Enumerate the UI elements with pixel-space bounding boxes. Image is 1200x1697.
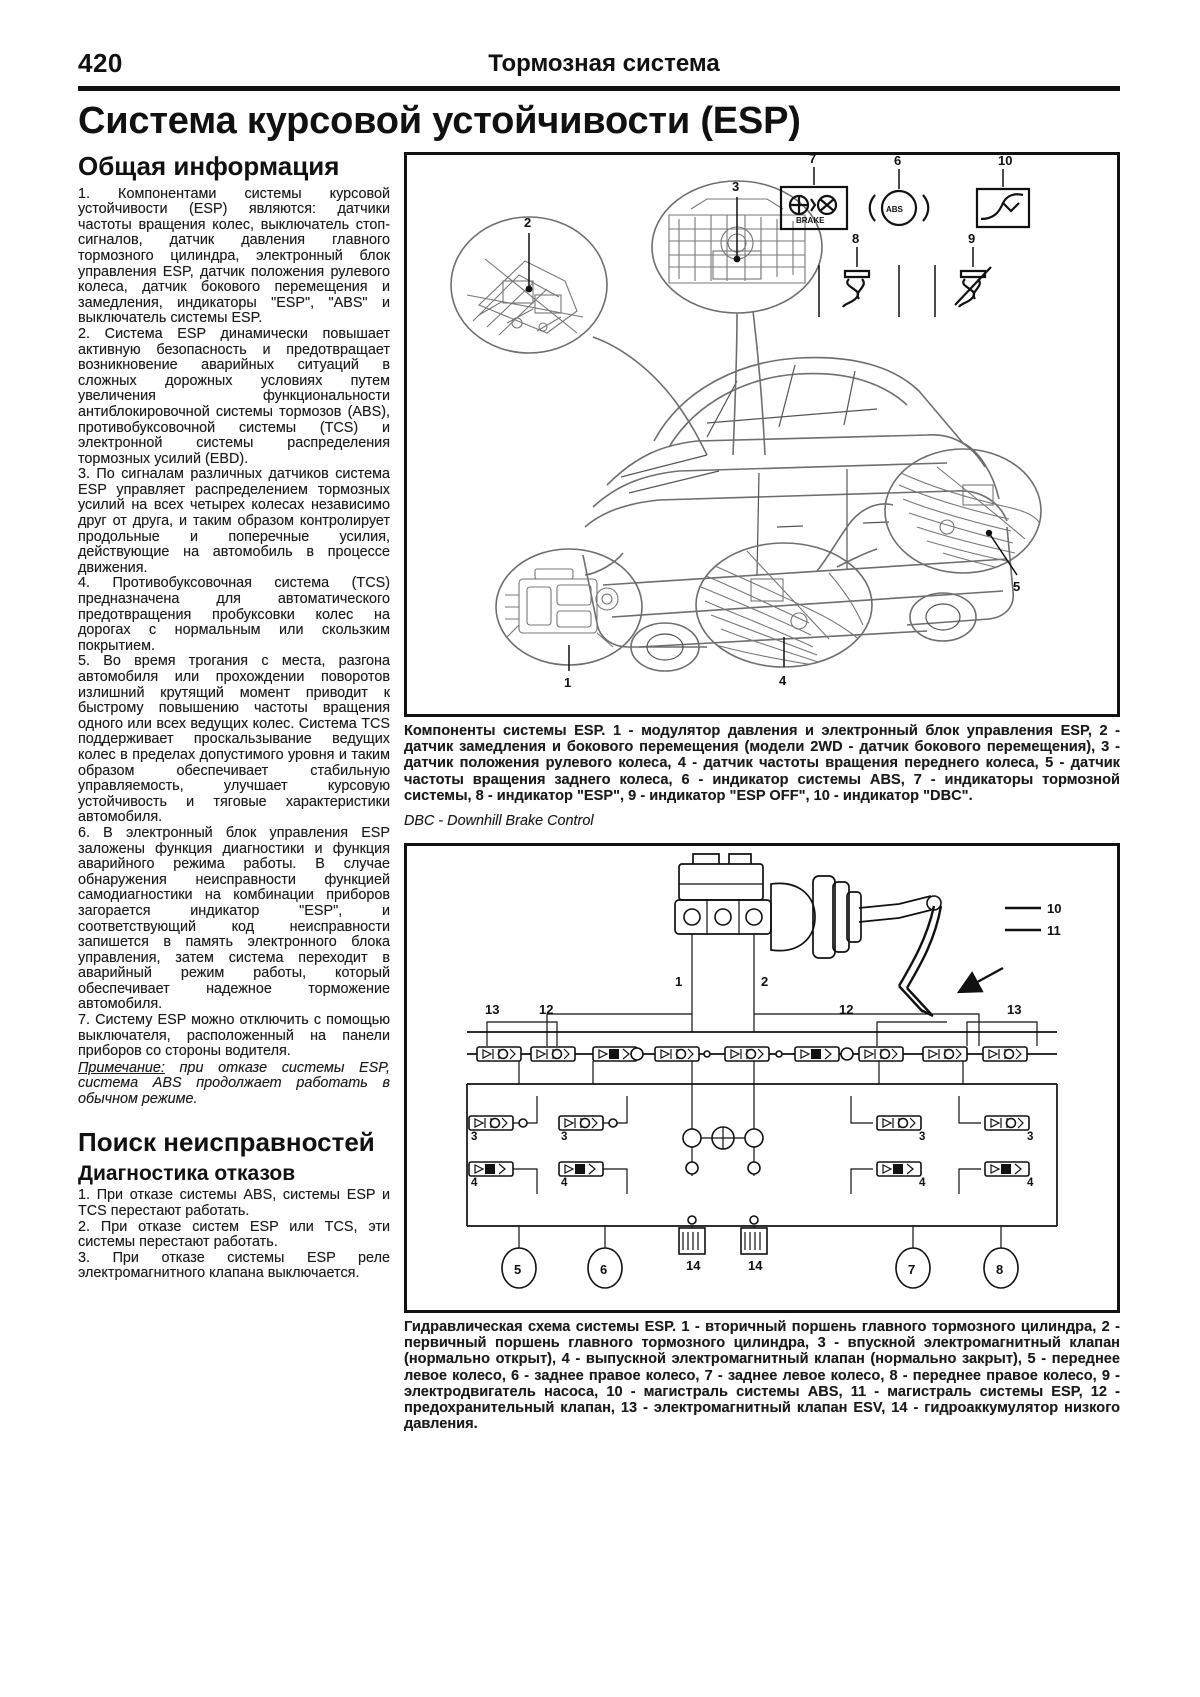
- icon-dbc-warning: [977, 155, 1029, 227]
- page-title: Система курсовой устойчивости (ESP): [78, 100, 801, 142]
- accumulator-group: [679, 1216, 767, 1273]
- callout-label-4: 4: [779, 673, 787, 688]
- trouble-paragraph-2: 2. При отказе систем ESP или TCS, эти системы перестают работать.: [78, 1218, 390, 1251]
- hecu-valve-bank: [467, 1002, 1057, 1061]
- callout-label-3-c: 3: [919, 1131, 926, 1144]
- note-block: [78, 1061, 390, 1108]
- callout-label-12-left: 12: [539, 1002, 554, 1018]
- figure1-caption: Компоненты системы ESP. 1 - модулятор давления и электронный блок управления ESP, 2 - датчик замедления и бокового перемещения (модели 2WD - датчик бокового перемещения), 3 - датчик положения рулевого колеса, 4 - датчик частоты вращения переднего колеса, 5 - датчик частоты вращения заднего колеса, 6 - индикатор системы ABS, 7 - индикаторы тормозной системы, 8 - индикатор "ESP", 9 - индикатор "ESP OFF", 10 - индикатор "DBC".: [404, 723, 1120, 804]
- abs-icon-label: ABS: [886, 205, 903, 214]
- running-head: [78, 50, 1120, 76]
- callout-label-4-b: 4: [561, 1177, 568, 1190]
- callout-label-4-d: 4: [1027, 1177, 1034, 1190]
- icon-brake-warning: [781, 155, 847, 229]
- wheel-valve-group-right-1: [851, 1096, 926, 1194]
- callout-label-8: 8: [996, 1262, 1004, 1278]
- note-lead: Примечание:: [78, 1059, 165, 1076]
- callout-label-2: 2: [524, 215, 532, 230]
- page-number: 420: [78, 48, 123, 78]
- figure-esp-hydraulic-schematic: [404, 843, 1120, 1313]
- callout-label-6: 6: [894, 155, 902, 168]
- callout-label-4-a: 4: [471, 1177, 478, 1190]
- wheel-valve-group-left-2: [559, 1096, 627, 1194]
- callout-label-3-d: 3: [1027, 1131, 1034, 1144]
- callout-label-10b: 10: [1047, 901, 1062, 917]
- trouble-paragraph-1: 1. При отказе системы ABS, системы ESP и TCS перестают работать.: [78, 1187, 390, 1219]
- section-heading-general-info: Общая информация: [78, 151, 340, 181]
- piston-callouts: [675, 934, 768, 1032]
- callout-label-6: 6: [600, 1262, 608, 1278]
- callout-label-3-a: 3: [471, 1131, 478, 1144]
- callout-label-7: 7: [809, 155, 817, 166]
- callout-label-3-b: 3: [561, 1131, 568, 1144]
- note-text: при отказе системы ESP, система ABS продолжает работать в обычном режиме.: [78, 1059, 390, 1108]
- section-heading-troubleshooting: Поиск неисправностей: [78, 1126, 375, 1157]
- figure-esp-components: [404, 152, 1120, 717]
- callout-label-7: 7: [908, 1262, 916, 1278]
- paragraph-2: 2. Система ESP динамически повышает активную безопасность и предотвращает возникновение аварийных ситуаций в сложных дорожных условиях путем увеличения функциональности антиблокировочной системы тормозов (ABS), противобуксовочной системы (TCS) и электронной системы распределения тормозных усилий (EBD).: [78, 325, 390, 467]
- figure1-subcaption: DBC - Downhill Brake Control: [404, 813, 594, 830]
- figure2-caption: Гидравлическая схема системы ESP. 1 - вторичный поршень главного тормозного цилиндра, 2 - первичный поршень главного тормозного цилиндра, 3 - впускной электромагнитный клапан (нормально открыт), 4 - выпускной электромагнитный клапан (нормально закрыт), 5 - переднее левое колесо, 6 - заднее правое колесо, 7 - заднее левое колесо, 8 - переднее правое колесо, 9 - электродвигатель насоса, 10 - магистраль системы ABS, 11 - магистраль системы ESP, 12 - предохранительный клапан, 13 - электромагнитный клапан ESV, 14 - гидроаккумулятор низкого давления.: [404, 1319, 1120, 1433]
- callout-label-10: 10: [998, 155, 1013, 168]
- paragraph-7: 7. Систему ESP можно отключить с помощью выключателя, расположенный на панели приборов со стороны водителя.: [78, 1012, 390, 1060]
- hydraulic-schematic-illustration: [407, 846, 1117, 1310]
- icon-esp-warning: [843, 231, 869, 307]
- trouble-paragraph-3: 3. При отказе системы ESP реле электромагнитного клапана выключается.: [78, 1249, 390, 1282]
- left-text-column: [78, 152, 390, 1282]
- callout-label-14-right: 14: [748, 1258, 763, 1274]
- subheading-failure-diagnostics: Диагностика отказов: [78, 1162, 296, 1186]
- callout-bubble-4: [696, 543, 877, 688]
- icon-abs-warning: [870, 155, 929, 225]
- callout-label-13-left: 13: [485, 1002, 500, 1018]
- paragraph-6: 6. В электронный блок управления ESP заложены функция диагностики и функция аварийного режима работы. В случае обнаружения неисправности функцией самодиагностики на комбинации приборов загорается индикатор "ESP", и соответствующий код неисправности запишется в память электронного блока управления, затем система переходит в аварийный режим работы, который обеспечивает надежное торможение автомобиля.: [78, 824, 390, 1013]
- right-figure-column: [404, 152, 1120, 1432]
- spacer: [78, 1108, 390, 1128]
- callout-label-14-left: 14: [686, 1258, 701, 1274]
- callout-label-3: 3: [732, 179, 740, 194]
- callout-label-1: 1: [564, 675, 572, 690]
- icon-esp-off-warning: [955, 231, 991, 307]
- pump-motor-assembly: [683, 1127, 763, 1174]
- callout-label-12-right: 12: [839, 1002, 854, 1018]
- callout-bubble-1: [496, 549, 642, 690]
- callout-label-1b: 1: [675, 974, 683, 990]
- callout-label-2b: 2: [761, 974, 769, 990]
- callout-label-5: 5: [514, 1262, 522, 1278]
- line-legend-abs-esp: [1005, 901, 1061, 938]
- callout-label-9: 9: [968, 231, 976, 246]
- paragraph-4: 4. Противобуксовочная система (TCS) предназначена для автоматического предотвращения пробуксовки колес на дорогах с нормальным или скользким покрытием.: [78, 575, 390, 654]
- callout-label-8: 8: [852, 231, 860, 246]
- callout-label-5: 5: [1013, 579, 1021, 594]
- callout-label-4-c: 4: [919, 1177, 926, 1190]
- esp-components-illustration: [407, 155, 1117, 714]
- callout-label-11: 11: [1047, 923, 1061, 939]
- callout-label-13-right: 13: [1007, 1002, 1022, 1018]
- wheel-valve-group-left-1: [469, 1096, 537, 1194]
- paragraph-5: 5. Во время трогания с места, разгона автомобиля или прохождении поворотов излишний крутящий момент приводит к быстрому повышению частоты вращения одного или всех ведущих колес. Система TCS поддерживает проскальзывание ведущих колес в пределах допустимого уровня и таким образом обеспечивает стабильную управляемость, улучшает курсовую устойчивость и тяговые характеристики автомобиля.: [78, 653, 390, 826]
- wheel-valve-group-right-2: [959, 1096, 1034, 1194]
- callout-bubble-5: [817, 449, 1041, 594]
- paragraph-3: 3. По сигналам различных датчиков система ESP управляет распределением тормозных усилий на всех четырех колесах независимо друг от друга, и таким образом контролирует продольные и поперечные усилия, действующие на автомобиль в процессе движения.: [78, 466, 390, 576]
- paragraph-1: 1. Компонентами системы курсовой устойчивости (ESP) являются: датчики частоты вращения колес, выключатель стоп-сигналов, датчик давления главного тормозного цилиндра, электронный блок управления ESP, датчик положения рулевого колеса, датчик бокового перемещения и замедления, индикаторы "ESP", "ABS" и выключатель системы ESP.: [78, 185, 390, 327]
- master-cylinder-assembly: [675, 854, 1003, 1016]
- running-title: Тормозная система: [488, 50, 720, 77]
- header-rule: [78, 86, 1120, 91]
- brake-icon-label: BRAKE: [796, 216, 825, 225]
